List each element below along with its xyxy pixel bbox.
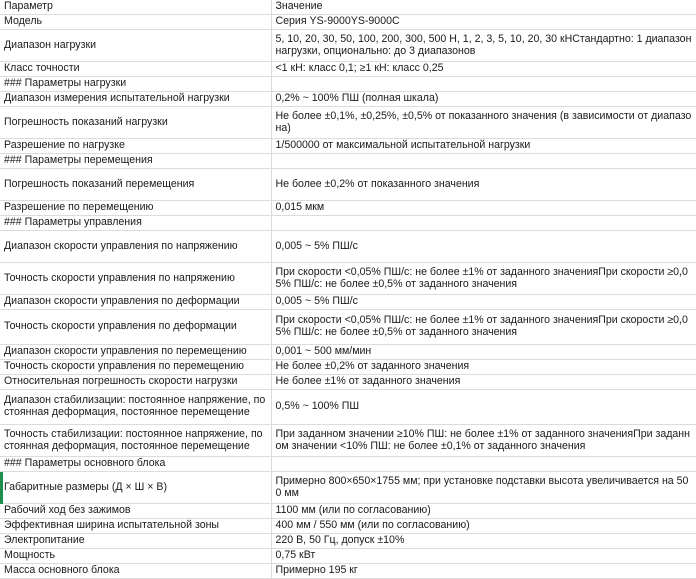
param-cell[interactable]: ### Параметры перемещения <box>0 154 271 169</box>
table-row <box>0 310 696 345</box>
table-row <box>0 139 696 154</box>
value-cell[interactable]: 0,2% ~ 100% ПШ (полная шкала) <box>271 92 696 107</box>
table-row <box>0 360 696 375</box>
table-row <box>0 390 696 425</box>
active-cell-marker <box>0 472 3 504</box>
param-cell[interactable]: Масса основного блока <box>0 564 271 579</box>
value-cell[interactable]: 0,75 кВт <box>271 549 696 564</box>
table-row <box>0 77 696 92</box>
header-cell-param[interactable]: Параметр <box>0 0 271 15</box>
param-cell[interactable]: Погрешность показаний перемещения <box>0 169 271 201</box>
value-cell[interactable]: Не более ±0,2% от показанного значения <box>271 169 696 201</box>
param-cell[interactable]: Рабочий ход без зажимов <box>0 504 271 519</box>
value-cell[interactable]: Примерно 800×650×1755 мм; при установке подставки высота увеличивается на 500 мм <box>271 472 696 504</box>
table-row <box>0 375 696 390</box>
value-cell[interactable]: <1 кН: класс 0,1; ≥1 кН: класс 0,25 <box>271 62 696 77</box>
value-cell[interactable] <box>271 457 696 472</box>
param-cell[interactable]: Габаритные размеры (Д × Ш × В) <box>0 472 271 504</box>
value-cell[interactable]: 0,005 ~ 5% ПШ/с <box>271 295 696 310</box>
param-cell[interactable]: ### Параметры управления <box>0 216 271 231</box>
value-cell[interactable]: Примерно 195 кг <box>271 564 696 579</box>
value-cell[interactable]: При скорости <0,05% ПШ/с: не более ±1% от заданного значенияПри скорости ≥0,05% ПШ/с: не более ±0,5% от заданного значения <box>271 310 696 345</box>
value-cell[interactable]: Серия YS-9000YS-9000C <box>271 15 696 30</box>
param-cell[interactable]: Модель <box>0 15 271 30</box>
value-cell[interactable]: 220 В, 50 Гц, допуск ±10% <box>271 534 696 549</box>
value-cell[interactable]: 0,001 ~ 500 мм/мин <box>271 345 696 360</box>
value-cell[interactable]: 0,015 мкм <box>271 201 696 216</box>
table-row <box>0 154 696 169</box>
table-row <box>0 62 696 77</box>
table-row <box>0 549 696 564</box>
value-cell[interactable]: 0,005 ~ 5% ПШ/с <box>271 231 696 263</box>
param-cell[interactable]: Диапазон нагрузки <box>0 30 271 62</box>
param-cell[interactable]: Диапазон скорости управления по деформации <box>0 295 271 310</box>
header-row <box>0 0 696 15</box>
table-row <box>0 295 696 310</box>
table-row <box>0 263 696 295</box>
table-row <box>0 504 696 519</box>
value-cell[interactable]: Не более ±0,2% от заданного значения <box>271 360 696 375</box>
table-row <box>0 564 696 579</box>
header-cell-value[interactable]: Значение <box>271 0 696 15</box>
table-row <box>0 201 696 216</box>
param-cell[interactable]: Точность скорости управления по перемещению <box>0 360 271 375</box>
value-cell[interactable]: 400 мм / 550 мм (или по согласованию) <box>271 519 696 534</box>
value-cell[interactable] <box>271 77 696 92</box>
param-cell[interactable]: Диапазон стабилизации: постоянное напряжение, постоянная деформация, постоянное перемещение <box>0 390 271 425</box>
param-cell[interactable]: Погрешность показаний нагрузки <box>0 107 271 139</box>
value-cell[interactable]: 1/500000 от максимальной испытательной нагрузки <box>271 139 696 154</box>
table-row <box>0 216 696 231</box>
table-row <box>0 169 696 201</box>
param-cell[interactable]: ### Параметры основного блока <box>0 457 271 472</box>
table-row <box>0 15 696 30</box>
value-cell[interactable]: При скорости <0,05% ПШ/с: не более ±1% от заданного значенияПри скорости ≥0,05% ПШ/с: не более ±0,5% от заданного значения <box>271 263 696 295</box>
param-cell[interactable]: Эффективная ширина испытательной зоны <box>0 519 271 534</box>
table-row <box>0 457 696 472</box>
param-cell[interactable]: Класс точности <box>0 62 271 77</box>
value-cell[interactable]: 0,5% ~ 100% ПШ <box>271 390 696 425</box>
param-cell[interactable]: Мощность <box>0 549 271 564</box>
value-cell[interactable] <box>271 154 696 169</box>
table-row <box>0 519 696 534</box>
table-row <box>0 231 696 263</box>
param-cell[interactable]: Диапазон скорости управления по перемещению <box>0 345 271 360</box>
table-row <box>0 92 696 107</box>
value-cell[interactable]: Не более ±1% от заданного значения <box>271 375 696 390</box>
table-row <box>0 425 696 457</box>
value-cell[interactable]: 1100 мм (или по согласованию) <box>271 504 696 519</box>
table-row <box>0 30 696 62</box>
table-row <box>0 472 696 504</box>
param-cell[interactable]: Диапазон измерения испытательной нагрузки <box>0 92 271 107</box>
param-cell[interactable]: Относительная погрешность скорости нагрузки <box>0 375 271 390</box>
param-cell[interactable]: Электропитание <box>0 534 271 549</box>
table-row <box>0 534 696 549</box>
param-cell[interactable]: Разрешение по перемещению <box>0 201 271 216</box>
table-row <box>0 107 696 139</box>
table-row <box>0 345 696 360</box>
param-cell[interactable]: Точность скорости управления по деформации <box>0 310 271 345</box>
param-cell[interactable]: Диапазон скорости управления по напряжению <box>0 231 271 263</box>
param-cell[interactable]: ### Параметры нагрузки <box>0 77 271 92</box>
value-cell[interactable]: 5, 10, 20, 30, 50, 100, 200, 300, 500 Н, 1, 2, 3, 5, 10, 20, 30 кНСтандартно: 1 диапазон нагрузки, опционально: до 3 диапазонов <box>271 30 696 62</box>
value-cell[interactable]: При заданном значении ≥10% ПШ: не более ±1% от заданного значенияПри заданном значении <10% ПШ: не более ±0,1% от заданного значения <box>271 425 696 457</box>
value-cell[interactable]: Не более ±0,1%, ±0,25%, ±0,5% от показанного значения (в зависимости от диапазона) <box>271 107 696 139</box>
param-cell[interactable]: Точность стабилизации: постоянное напряжение, постоянная деформация, постоянное перемещение <box>0 425 271 457</box>
param-cell[interactable]: Точность скорости управления по напряжению <box>0 263 271 295</box>
param-cell[interactable]: Разрешение по нагрузке <box>0 139 271 154</box>
value-cell[interactable] <box>271 216 696 231</box>
